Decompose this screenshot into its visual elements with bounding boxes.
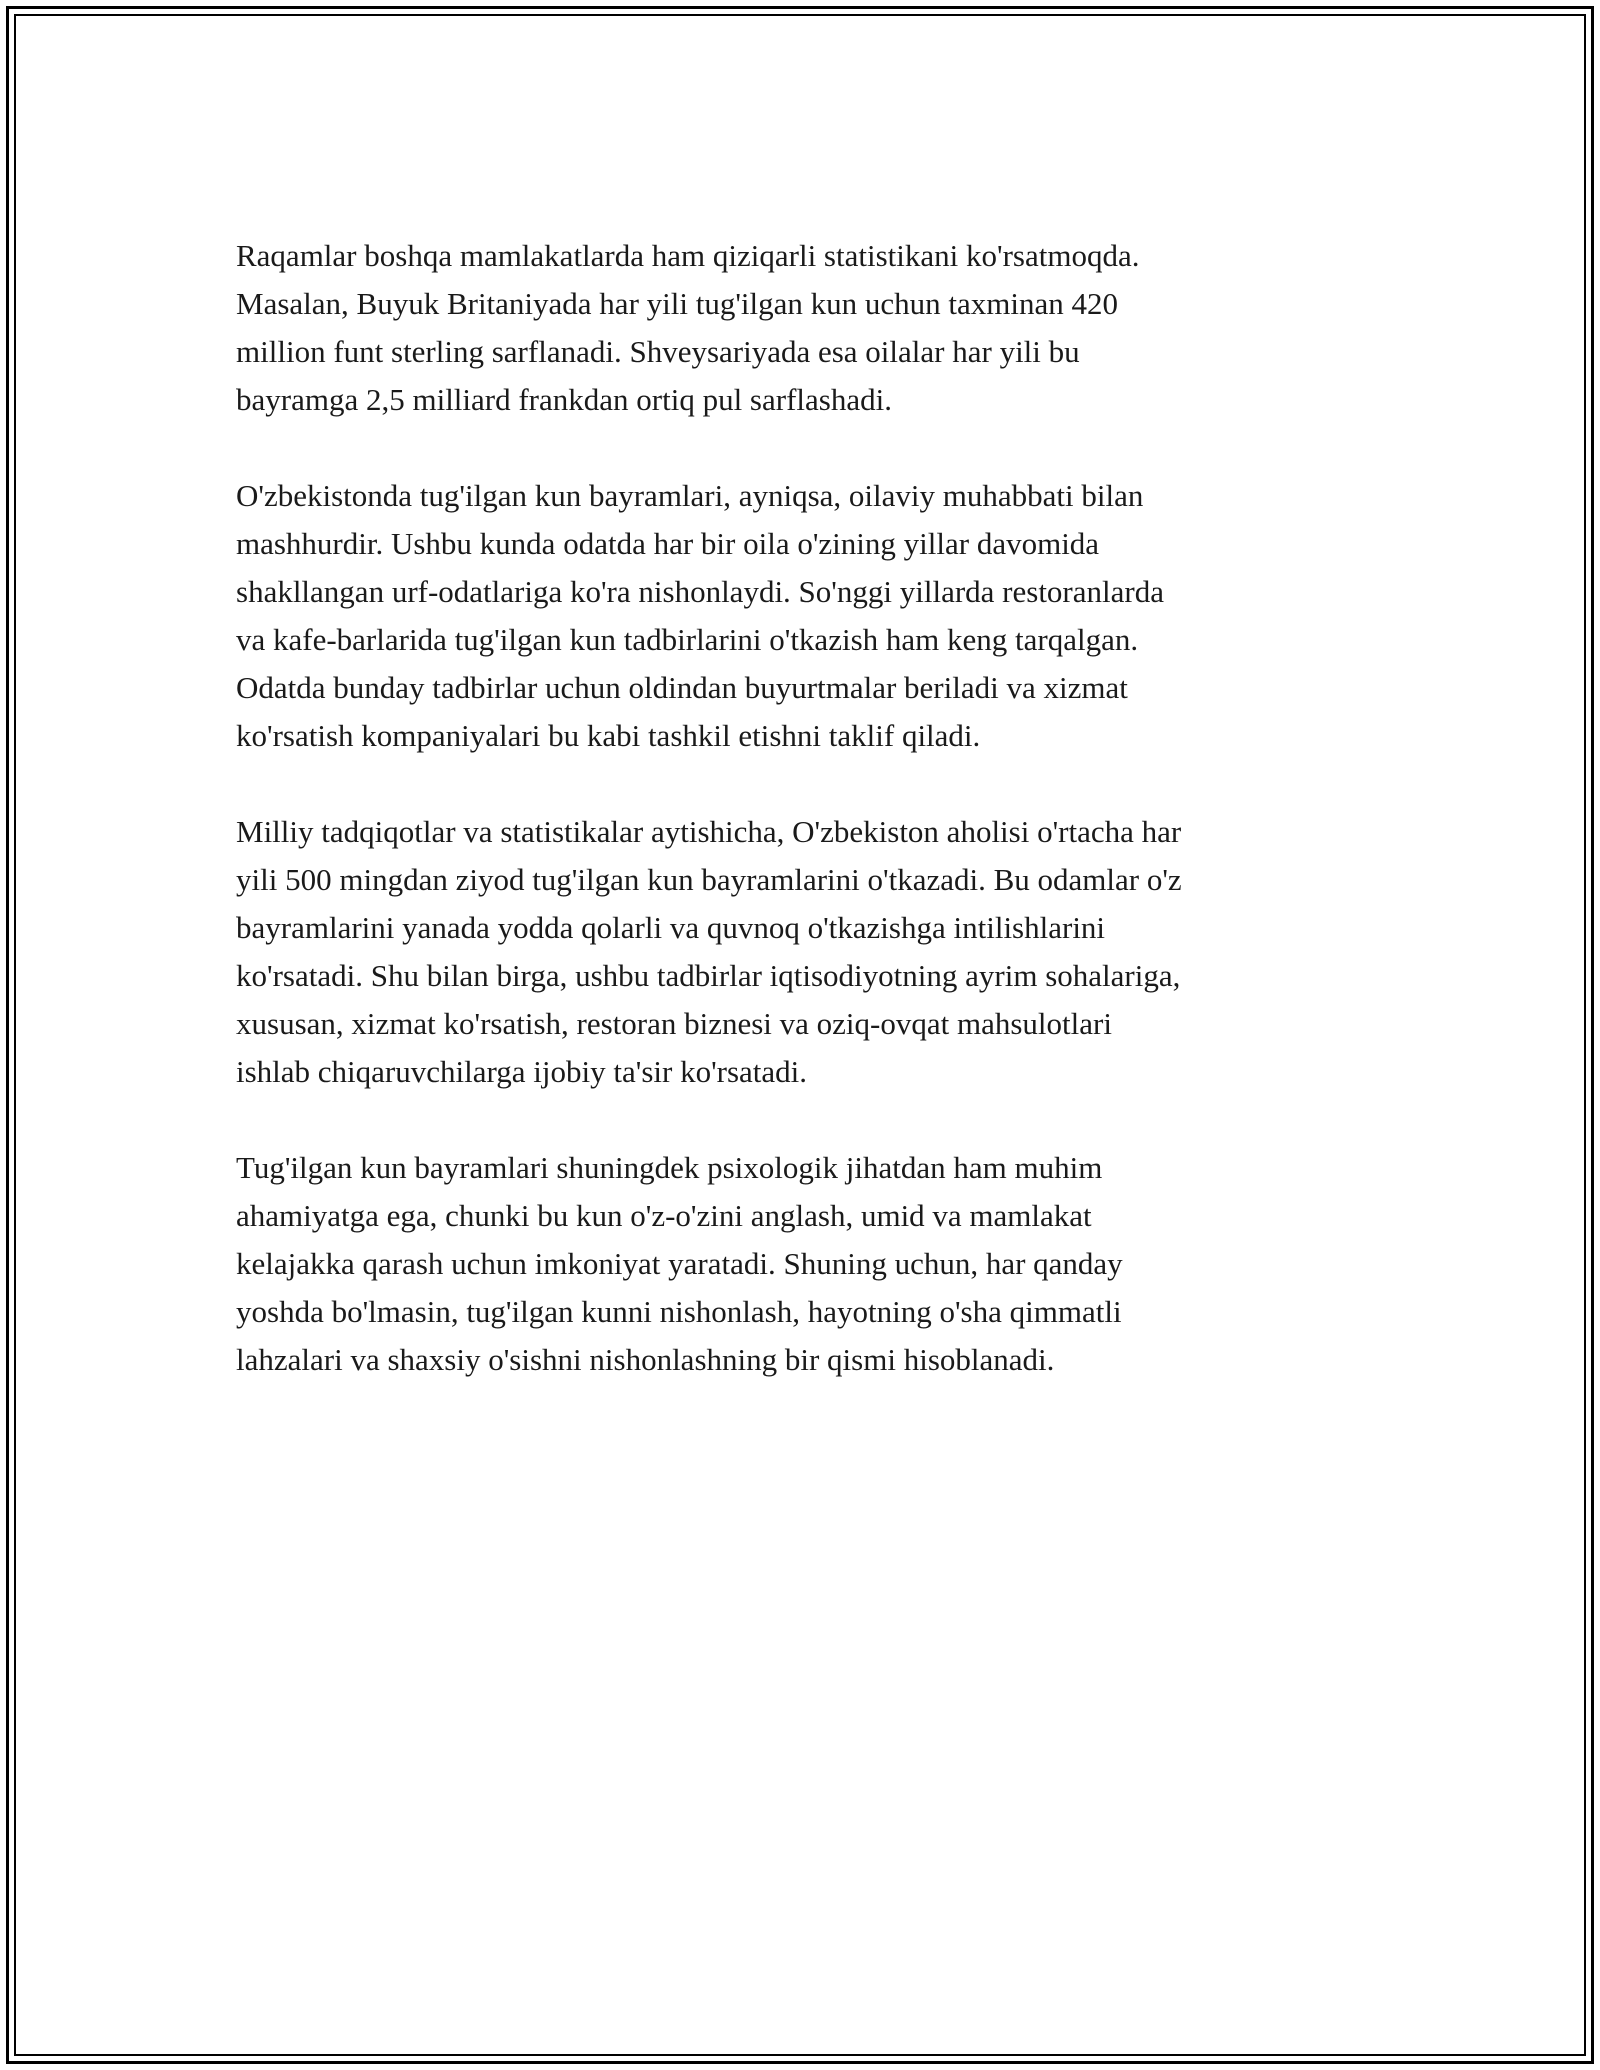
document-body [236,232,1376,1432]
paragraph-3: Milliy tadqiqotlar va statistikalar aytishicha, O'zbekiston aholisi o'rtacha har yili 500 mingdan ziyod tug'ilgan kun bayramlarini o'tkazadi. Bu odamlar o'z bayramlarini yanada yodda qolarli va quvnoq o'tkazishga intilishlarini ko'rsatadi. Shu bilan birga, ushbu tadbirlar iqtisodiyotning ayrim sohalariga, xususan, xizmat ko'rsatish, restoran biznesi va oziq-ovqat mahsulotlari ishlab chiqaruvchilarga ijobiy ta'sir ko'rsatadi. [236,814,1182,1089]
paragraph-2: O'zbekistonda tug'ilgan kun bayramlari, ayniqsa, oilaviy muhabbati bilan mashhurdir. Ushbu kunda odatda har bir oila o'zining yillar davomida shakllangan urf-odatlariga ko'ra nishonlaydi. So'nggi yillarda restoranlarda va kafe-barlarida tug'ilgan kun tadbirlarini o'tkazish ham keng tarqalgan. Odatda bunday tadbirlar uchun oldindan buyurtmalar beriladi va xizmat ko'rsatish kompaniyalari bu kabi tashkil etishni taklif qiladi. [236,478,1164,753]
paragraph-4: Tug'ilgan kun bayramlari shuningdek psixologik jihatdan ham muhim ahamiyatga ega, chunki bu kun o'z-o'zini anglash, umid va mamlakat kelajakka qarash uchun imkoniyat yaratadi. Shuning uchun, har qanday yoshda bo'lmasin, tug'ilgan kunni nishonlash, hayotning o'sha qimmatli lahzalari va shaxsiy o'sishni nishonlashning bir qismi hisoblanadi. [236,1150,1123,1377]
paragraph-1: Raqamlar boshqa mamlakatlarda ham qiziqarli statistikani ko'rsatmoqda. Masalan, Buyuk Britaniyada har yili tug'ilgan kun uchun taxminan 420 million funt sterling sarflanadi. Shveysariyada esa oilalar har yili bu bayramga 2,5 milliard frankdan ortiq pul sarflashadi. [236,238,1140,417]
